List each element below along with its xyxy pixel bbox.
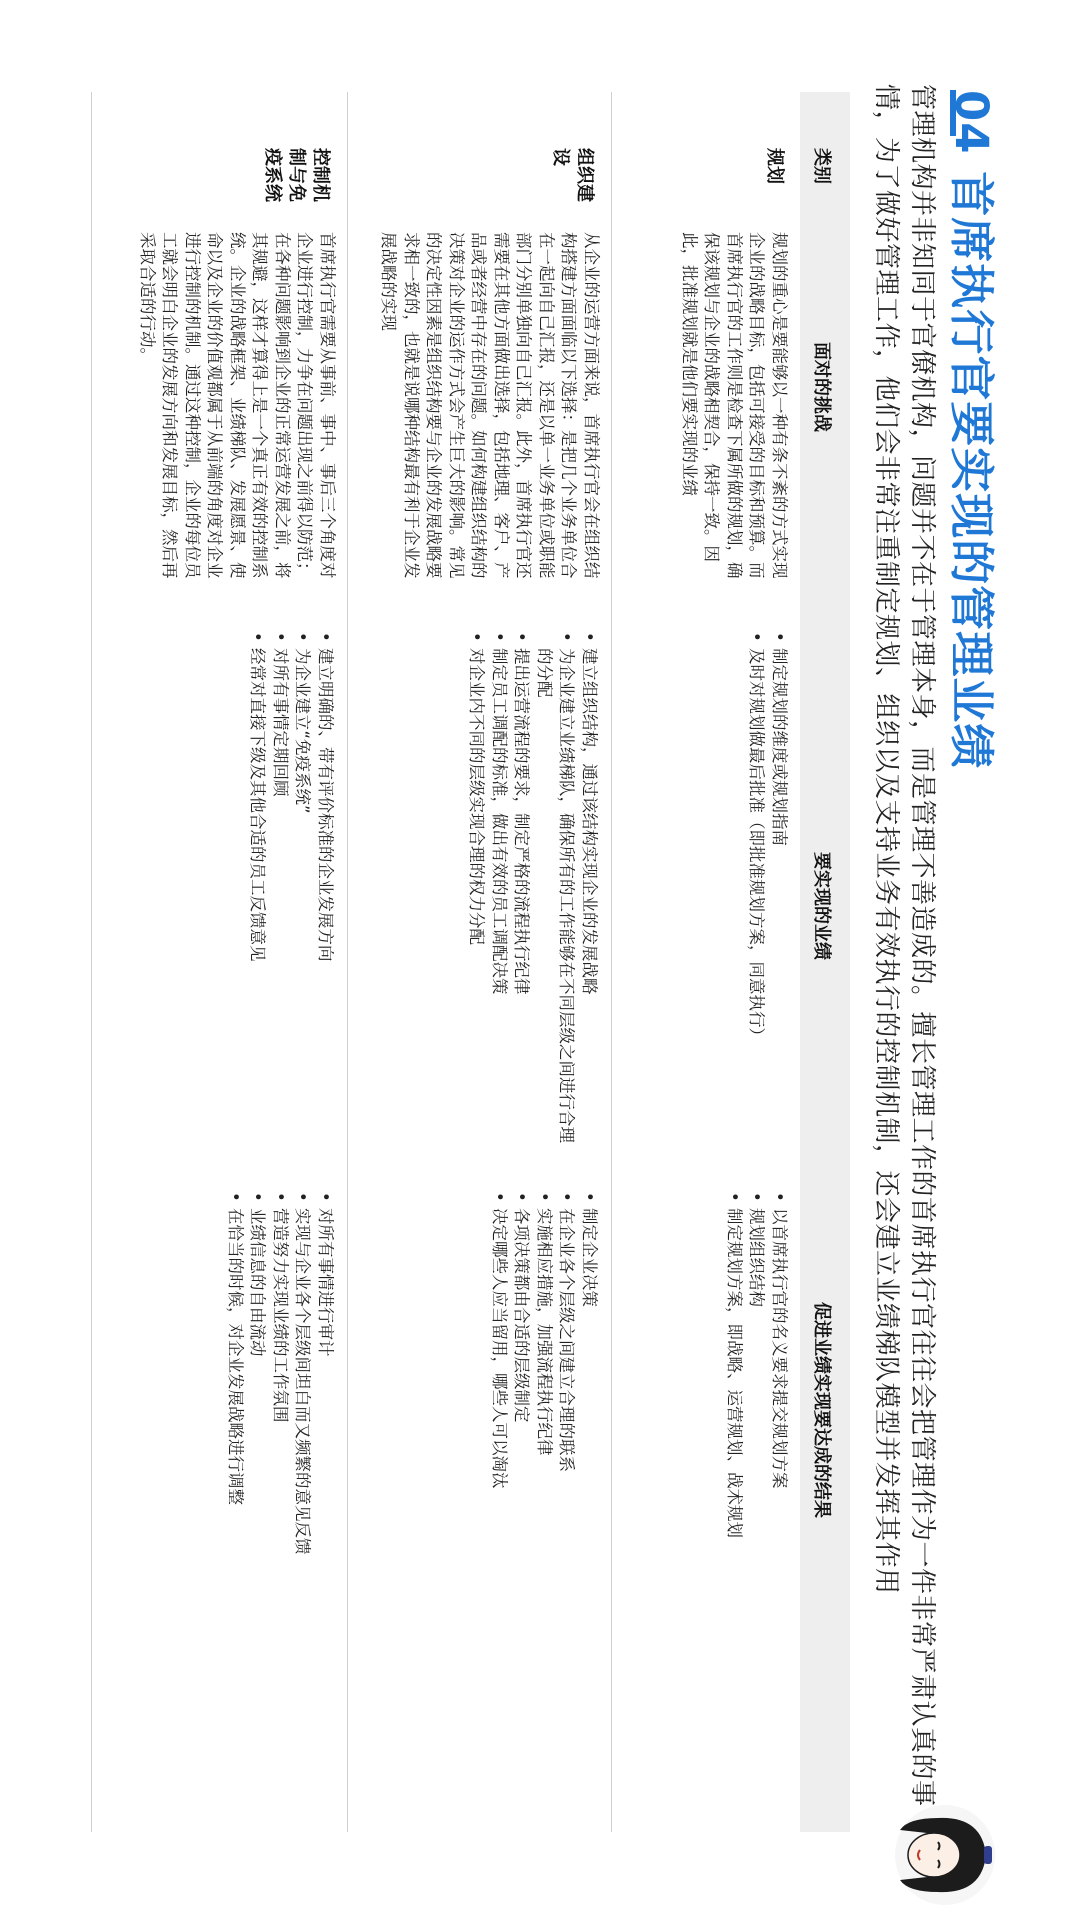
row-category: 组织建设 [550,148,595,202]
list-item: • 营造努力实现业绩的工作氛围 [269,1192,292,1632]
table-row [347,92,612,1832]
row-results-list [224,1192,337,1632]
intro-paragraph: 管理机构并非知同于官僚机构，问题并不在于管理本身，而是管理不善造成的。擅长管理工作的首席执行官往往会把管理作为一件非常严肃认真的事情，为了做好管理工作，他们会非常注重制定规划、组织以及支持业务有效执行的控制机制，还会建立业绩梯队模型并发挥其作用 [871,84,937,1807]
list-item: • 业绩信息的自由流动 [246,1192,269,1632]
list-item: • 在恰当的时候，对企业发展战略进行调整 [224,1192,247,1632]
list-item: • 对企业内不同的层级实现合理的权力分配 [465,632,488,1152]
row-required-list [745,632,790,1152]
table-header [800,92,850,1832]
row-challenge: 首席执行官需要从事前、事中、事后三个角度对企业进行控制，力争在问题出现之前得以防范；在各种问题影响到企业的正常运营发展之前，将其规避，这样才算得上是一个真正有效的控制系统。企业的战略框架、业绩梯队、发展愿景、使命以及企业的价值观都属于从前端的角度对企业进行控制的机制。通过这种控制，企业的每位员工就会明白企业的发展方向和发展目标，然后再采取合适的行动。 [138,232,337,579]
header-results: 促进业绩实现要达成的结果 [811,1302,832,1518]
list-item: • 建立组织结构，通过该结构实现企业的发展战略 [578,632,601,1152]
cartoon-girl-avatar-icon [890,1800,1000,1910]
list-item: • 决定哪些人应当留用，哪些人可以淘汰 [488,1192,511,1632]
performance-table [90,92,850,1832]
header-challenge: 面对的挑战 [811,342,832,432]
row-required-list [465,632,600,1152]
row-challenge: 从企业的运营方面来说，首席执行官会在组织结构搭建方面面临以下选择：是把几个业务单位合在一起向自己汇报，还是以单一业务单位或职能部门分别单独向自己汇报。此外，首席执行官还需要在其他方面做出选择，包括地理、客户、产品或者经营中存在的问题。如何构建组织结构的决策对企业的运作方式会产生巨大的影响。常见的决定性因素是组织结构要与企业的发展战略要求相一致的，也就是说哪种结构最有利于企业发展战略的实现 [379,232,601,579]
list-item: • 制定企业决策 [578,1192,601,1632]
list-item: • 及时对规划做最后批准（即批准规划方案，同意执行） [745,632,768,1152]
list-item: • 制定规划的维度或规划指南 [768,632,791,1152]
list-item: • 为企业建立“免疫系统” [291,632,314,1152]
list-item: • 经常对直接下级及其他合适的员工反馈意见 [246,632,269,1152]
row-category: 规划 [764,148,785,184]
list-item: • 实施相应措施，加强流程执行纪律 [533,1192,556,1632]
list-item: • 对所有事情进行审计 [314,1192,337,1632]
list-item: • 规划组织结构 [745,1192,768,1632]
list-item: • 以首席执行官的名义要求提交规划方案 [768,1192,791,1632]
table-row [611,92,800,1832]
row-category: 控制机制与免疫系统 [262,148,331,202]
list-item: • 制定员工调配的标准，做出有效的员工调配决策 [488,632,511,1152]
list-item: • 建立明确的、带有评价标准的企业发展方向 [314,632,337,1152]
list-item: • 为企业建立业绩梯队，确保所有的工作能够在不同层级之间进行合理的分配 [533,632,578,1152]
row-required-list [246,632,336,1152]
list-item: • 对所有事情定期回顾 [269,632,292,1152]
list-item: • 制定规划方案，即战略、运营规划、战术规划 [723,1192,746,1632]
page-title: 04 首席执行官要实现的管理业绩 [945,90,998,770]
list-item: • 提出运营流程的要求，制定严格的流程执行纪律 [510,632,533,1152]
row-results-list [488,1192,601,1632]
list-item: • 实现与企业各个层级间坦白而又频繁的意见反馈 [291,1192,314,1632]
list-item: • 在企业各个层级之间建立合理的联系 [555,1192,578,1632]
row-results-list [723,1192,791,1632]
header-required: 要实现的业绩 [811,852,832,960]
table-row [91,92,348,1832]
list-item: • 各项决策都由合适的层级制定 [510,1192,533,1632]
header-category: 类别 [811,148,832,184]
row-challenge: 规划的重心是要能够以一种有条不紊的方式实现企业的战略目标，包括可接受的目标和预算。而首席执行官的工作则是检查下属所做的规划，确保该规划与企业的战略相契合，保持一致。因此，批准规划就是他们要实现的业绩 [680,232,789,579]
